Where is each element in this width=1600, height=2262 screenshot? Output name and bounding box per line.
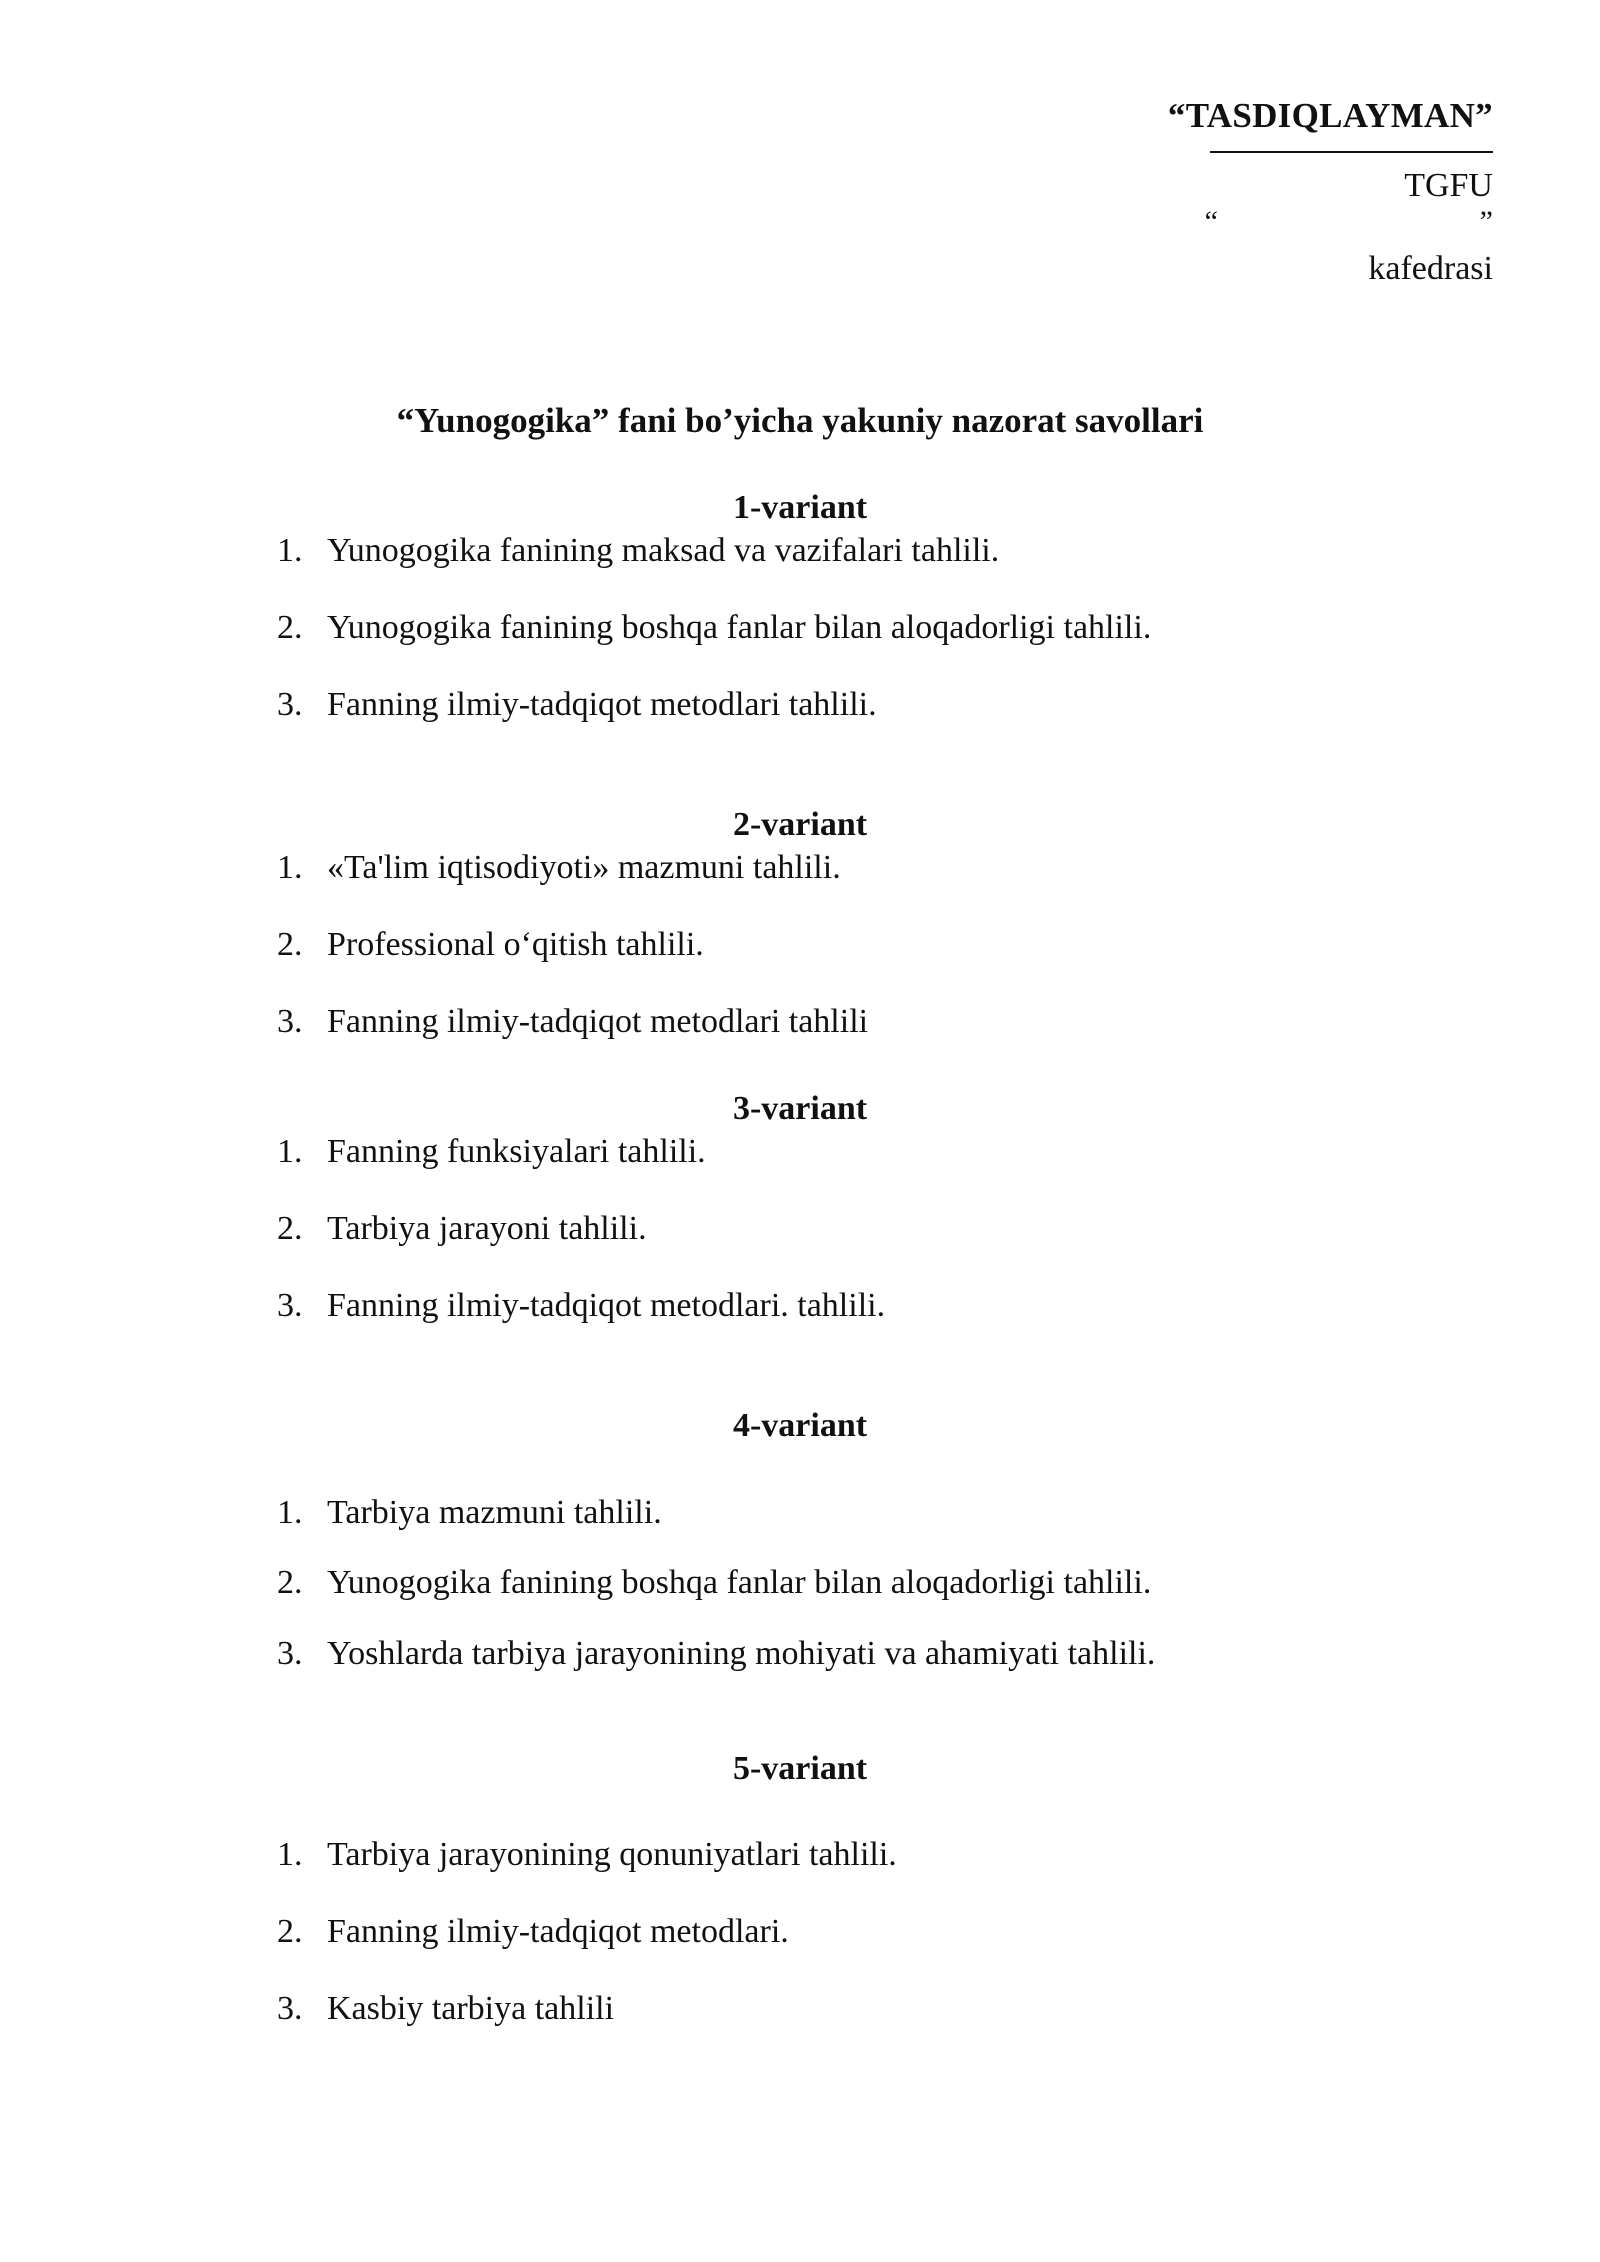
question-text: Fanning ilmiy-tadqiqot metodlari. tahlili. — [327, 1287, 886, 1324]
question-number: 1. — [277, 532, 303, 569]
document-title: “Yunogogika” fani bo’yicha yakuniy nazorat savollari — [396, 401, 1204, 440]
approval-title: “TASDIQLAYMAN” — [1167, 96, 1493, 135]
variant-heading: 1-variant — [732, 489, 868, 526]
question-text: Fanning funksiyalari tahlili. — [327, 1133, 706, 1170]
question-text: Yunogogika fanining boshqa fanlar bilan aloqadorligi tahlili. — [327, 1564, 1152, 1601]
question-number: 1. — [277, 1494, 303, 1531]
question-text: Fanning ilmiy-tadqiqot metodlari tahlili. — [327, 686, 877, 723]
question-text: Kasbiy tarbiya tahlili — [327, 1990, 615, 2027]
approval-department: kafedrasi — [1368, 250, 1493, 287]
quote-open: “ — [1204, 205, 1218, 238]
question-text: Fanning ilmiy-tadqiqot metodlari tahlili — [327, 1003, 869, 1040]
question-number: 3. — [277, 1635, 303, 1672]
question-text: Yoshlarda tarbiya jarayonining mohiyati va ahamiyati tahlili. — [327, 1635, 1156, 1672]
question-number: 1. — [277, 849, 303, 886]
variant-heading: 5-variant — [732, 1750, 868, 1787]
question-number: 1. — [277, 1836, 303, 1873]
question-text: Tarbiya mazmuni tahlili. — [327, 1494, 662, 1531]
approval-org: TGFU — [1404, 167, 1493, 204]
question-number: 2. — [277, 1564, 303, 1601]
approval-block — [1073, 94, 1493, 289]
question-text: Tarbiya jarayoni tahlili. — [327, 1210, 647, 1247]
signature-line — [1210, 151, 1493, 153]
question-number: 3. — [277, 1990, 303, 2027]
question-number: 2. — [277, 1913, 303, 1950]
question-number: 3. — [277, 1287, 303, 1324]
question-number: 2. — [277, 1210, 303, 1247]
question-text: Yunogogika fanining maksad va vazifalari tahlili. — [327, 532, 1000, 569]
question-number: 2. — [277, 926, 303, 963]
question-text: Tarbiya jarayonining qonuniyatlari tahlili. — [327, 1836, 897, 1873]
quote-close: ” — [1479, 205, 1493, 238]
question-number: 1. — [277, 1133, 303, 1170]
question-number: 3. — [277, 1003, 303, 1040]
variant-heading: 2-variant — [732, 806, 868, 843]
variant-heading: 4-variant — [732, 1407, 868, 1444]
question-number: 3. — [277, 686, 303, 723]
question-text: Yunogogika fanining boshqa fanlar bilan aloqadorligi tahlili. — [327, 609, 1152, 646]
question-text: Professional o‘qitish tahlili. — [327, 926, 704, 963]
question-number: 2. — [277, 609, 303, 646]
question-text: Fanning ilmiy-tadqiqot metodlari. — [327, 1913, 789, 1950]
variant-heading: 3-variant — [732, 1090, 868, 1127]
question-text: «Ta'lim iqtisodiyoti» mazmuni tahlili. — [327, 849, 841, 886]
approval-quotes — [1073, 205, 1493, 239]
